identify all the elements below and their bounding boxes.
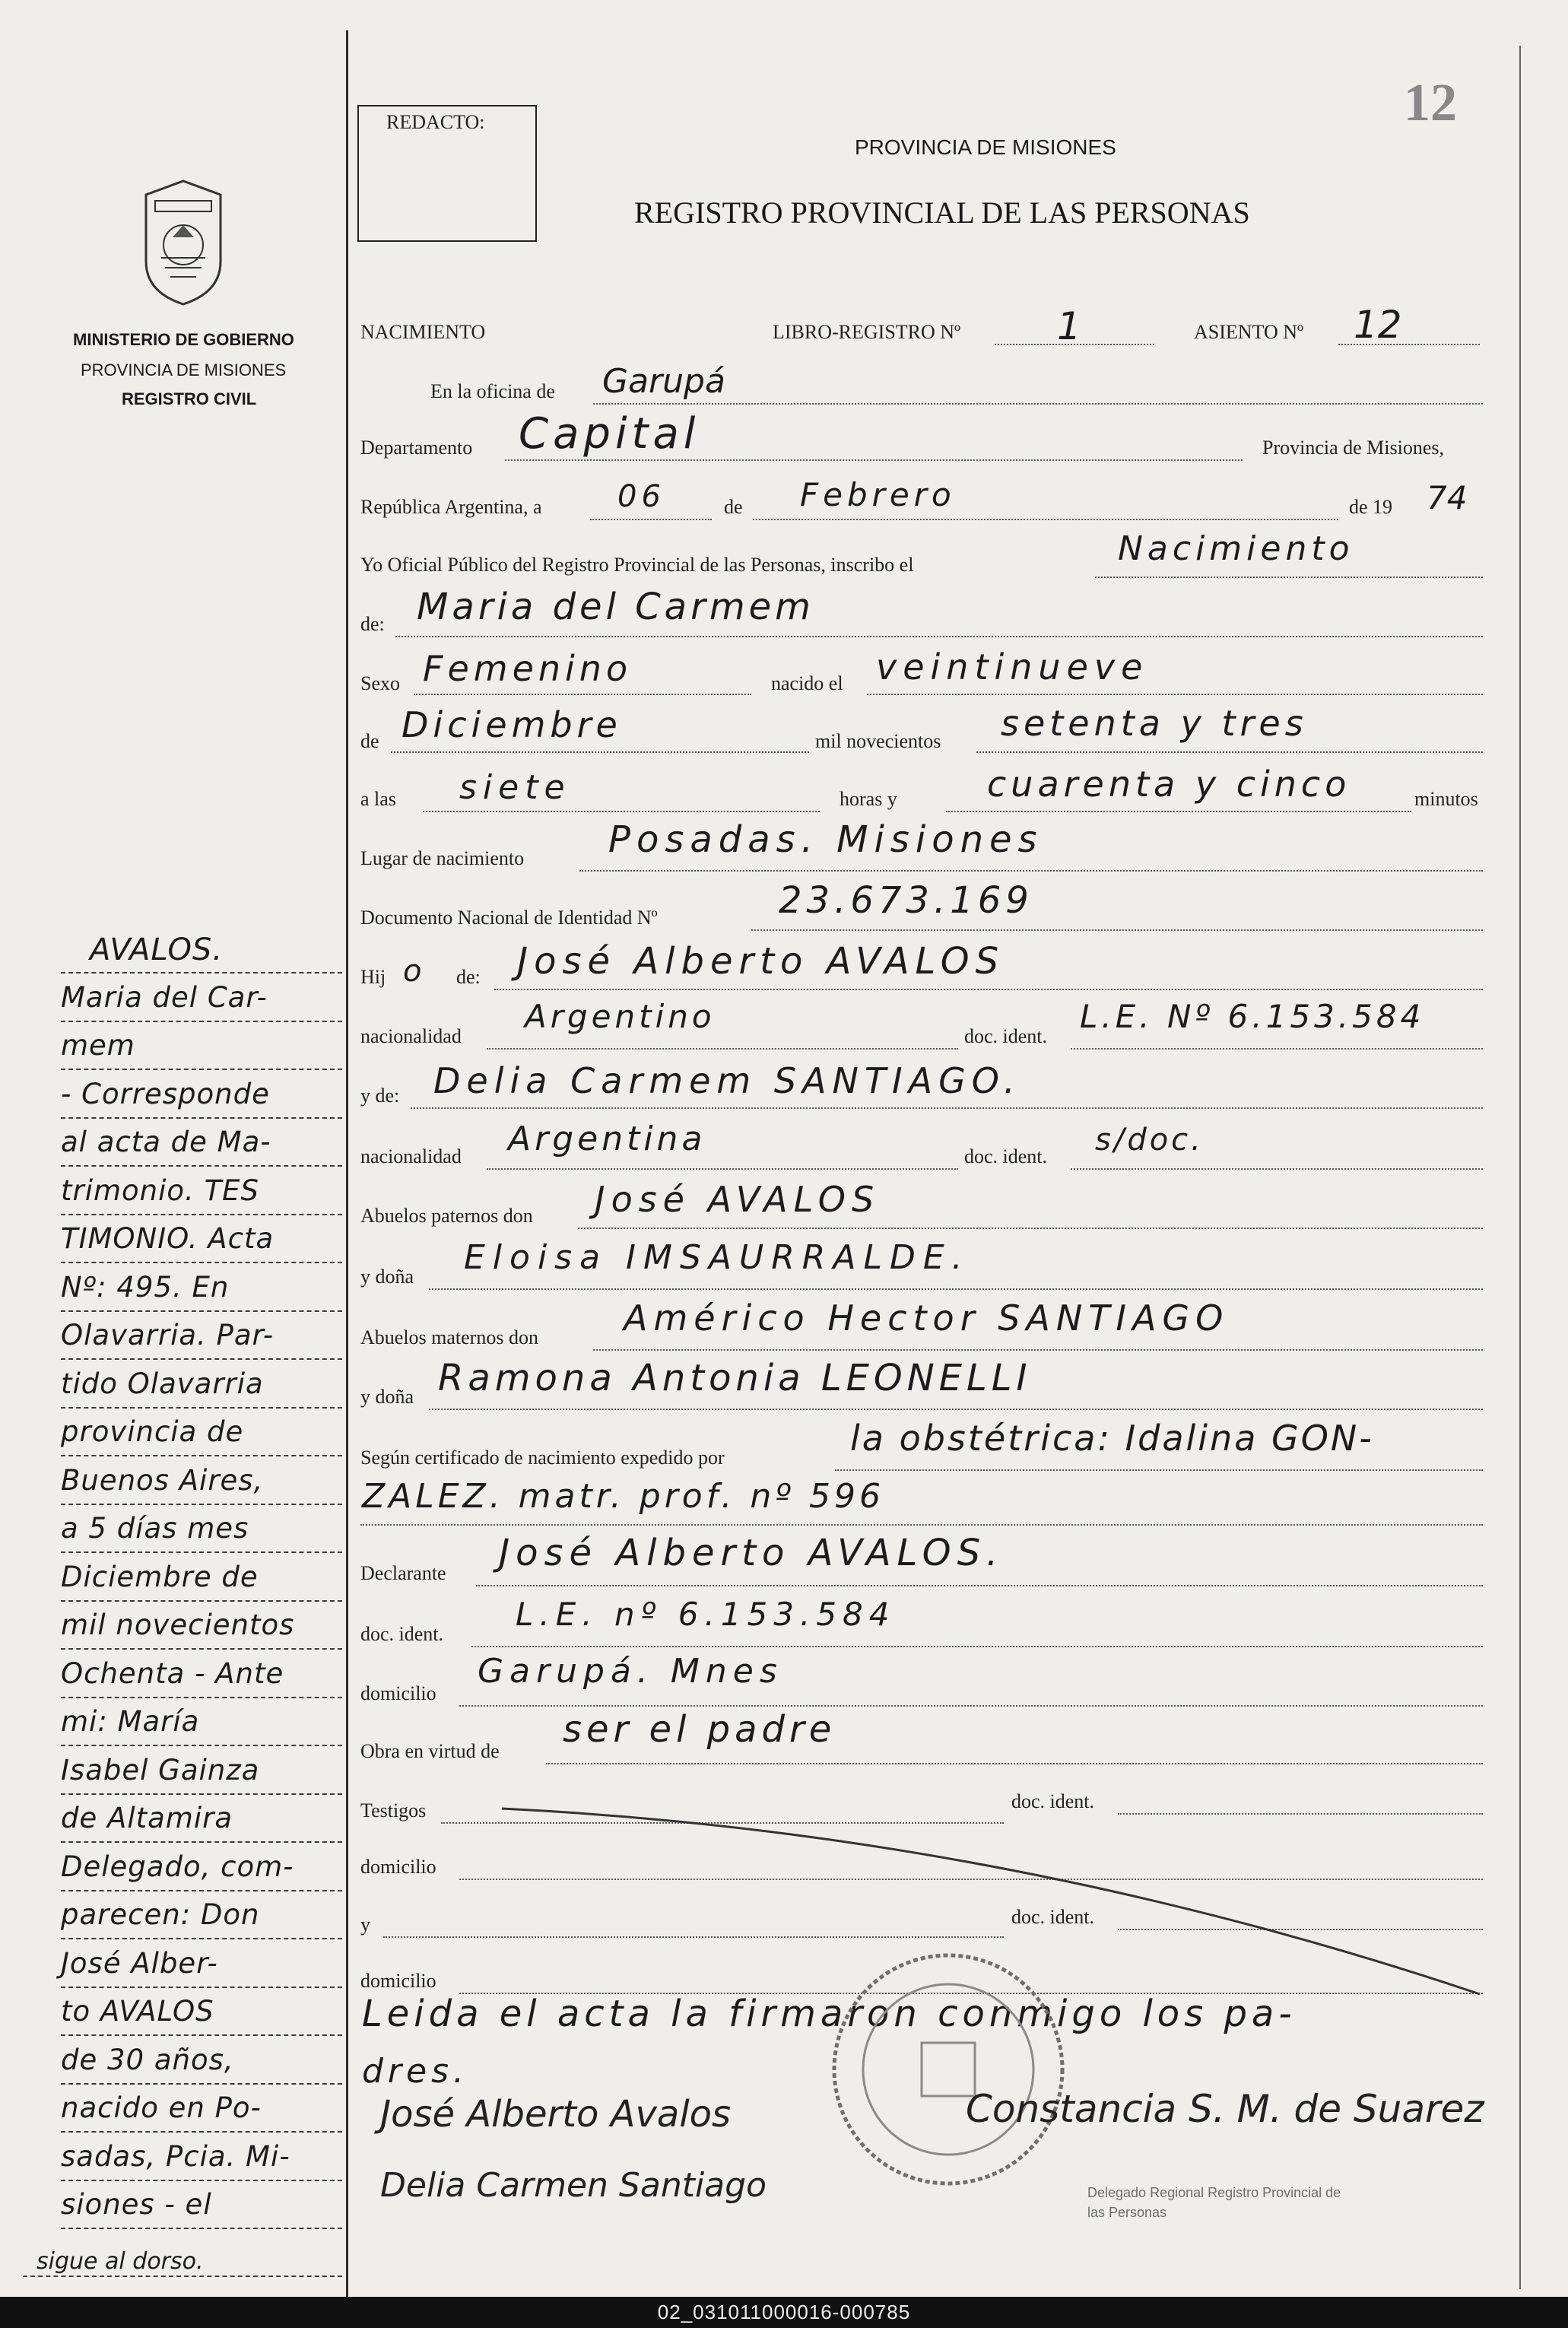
ab-mat-dona-label: y doña xyxy=(360,1386,414,1408)
signature-father: José Alberto Avalos xyxy=(380,2093,732,2136)
margin-note-line: Maria del Car- xyxy=(61,980,268,1014)
inscribo-value: Nacimiento xyxy=(1118,529,1354,568)
margin-note-line: parecen: Don xyxy=(61,1898,260,1931)
margin-note-line: - Corresponde xyxy=(61,1077,270,1110)
file-id-footer: 02_031011000016-000785 xyxy=(0,2297,1568,2328)
madre-nac-value: Argentina xyxy=(508,1120,706,1158)
ab-mat-don-value: Américo Hector SANTIAGO xyxy=(624,1297,1230,1339)
declarante-label: Declarante xyxy=(360,1562,446,1584)
certificado-value-2: ZALEZ. matr. prof. nº 596 xyxy=(362,1477,884,1516)
asiento-label: ASIENTO Nº xyxy=(1194,321,1304,343)
madre-value: Delia Carmem SANTIAGO. xyxy=(433,1060,1021,1101)
certificado-label: Según certificado de nacimiento expedido por xyxy=(360,1447,725,1469)
margin-note-line: a 5 días mes xyxy=(61,1512,249,1545)
minutos-label: minutos xyxy=(1414,788,1478,810)
margin-note-line: de Altamira xyxy=(61,1802,233,1834)
declarante-value: José Alberto AVALOS. xyxy=(499,1532,1005,1574)
horas-label: horas y xyxy=(840,788,897,810)
madre-doc-value: s/doc. xyxy=(1095,1123,1204,1158)
testigos-y-label: y xyxy=(360,1914,370,1936)
sexo-label: Sexo xyxy=(360,672,400,694)
mes-nac-value: Diciembre xyxy=(402,704,622,745)
margin-note-footer: sigue al dorso. xyxy=(37,2248,204,2275)
margin-note-line: sadas, Pcia. Mi- xyxy=(61,2139,290,2173)
left-margin-rule xyxy=(346,30,348,2297)
certificado-value-1: la obstétrica: Idalina GON- xyxy=(850,1418,1374,1459)
signature-mother: Delia Carmen Santiago xyxy=(380,2166,767,2205)
oficina-value: Garupá xyxy=(602,362,725,401)
ab-pat-dona-value: Eloisa IMSAURRALDE. xyxy=(464,1238,970,1277)
yde-label: y de: xyxy=(360,1085,400,1107)
hijo-label: Hij xyxy=(360,966,386,988)
testigos-docident-label-2: doc. ident. xyxy=(1011,1906,1095,1928)
stamp-text: Delegado Regional Registro Provincial de las Personas xyxy=(1087,2185,1341,2220)
domicilio-label: domicilio xyxy=(360,1682,436,1704)
registry-header: REGISTRO PROVINCIAL DE LAS PERSONAS xyxy=(634,195,1250,230)
sexo-value: Femenino xyxy=(423,648,633,689)
ab-pat-label: Abuelos paternos don xyxy=(360,1205,533,1227)
margin-note-line: nacido en Po- xyxy=(61,2091,262,2124)
lugar-label: Lugar de nacimiento xyxy=(360,847,525,869)
margin-note-line: Diciembre de xyxy=(61,1560,259,1593)
departamento-value: Capital xyxy=(519,409,700,459)
padre-nac-value: Argentino xyxy=(525,998,716,1035)
redacto-label: REDACTO: xyxy=(386,111,485,133)
declarante-docident-label: doc. ident. xyxy=(360,1623,444,1645)
dni-value: 23.673.169 xyxy=(779,879,1033,922)
coat-of-arms-icon xyxy=(138,178,228,311)
padre-value: José Alberto AVALOS xyxy=(517,940,1005,983)
republica-label: República Argentina, a xyxy=(360,496,542,518)
ministry-label: MINISTERIO DE GOBIERNO xyxy=(73,330,294,349)
margin-note-line: AVALOS. xyxy=(90,932,224,967)
margin-note-line: mem xyxy=(61,1029,135,1062)
testigos-domicilio-label: domicilio xyxy=(360,1856,436,1878)
domicilio-value: Garupá. Mnes xyxy=(478,1652,783,1691)
anio-nac-value: setenta y tres xyxy=(1001,703,1308,744)
province-header: PROVINCIA DE MISIONES xyxy=(855,135,1116,159)
margin-note-line: Buenos Aires, xyxy=(61,1463,264,1497)
name-value: Maria del Carmem xyxy=(417,586,814,628)
margin-note-line: de 30 años, xyxy=(61,2043,234,2076)
alas-label: a las xyxy=(360,788,396,810)
lugar-value: Posadas. Misiones xyxy=(608,818,1043,861)
margin-note-line: Nº: 495. En xyxy=(61,1270,230,1304)
padre-doc-value: L.E. Nº 6.153.584 xyxy=(1080,998,1425,1035)
provincia-suffix: Provincia de Misiones, xyxy=(1262,437,1445,459)
closing-line-2: dres. xyxy=(362,2052,468,2091)
year-value: 74 xyxy=(1427,479,1468,516)
margin-note-line: mi: María xyxy=(61,1705,200,1738)
hijo-de-label: de: xyxy=(456,966,481,988)
margin-note-line: Ochenta - Ante xyxy=(61,1656,284,1690)
year-prefix: de 19 xyxy=(1349,496,1393,518)
madre-docident-label: doc. ident. xyxy=(964,1145,1048,1167)
margin-note-line: siones - el xyxy=(61,2188,212,2221)
obra-label: Obra en virtud de xyxy=(360,1740,500,1762)
signature-official: Constancia S. M. de Suarez xyxy=(966,2087,1484,2131)
nacido-label: nacido el xyxy=(771,672,843,694)
madre-nac-label: nacionalidad xyxy=(360,1145,462,1167)
de-label: de xyxy=(724,496,743,518)
testigos-docident-label: doc. ident. xyxy=(1011,1790,1095,1812)
nacimiento-label: NACIMIENTO xyxy=(360,321,486,343)
oficina-label: En la oficina de xyxy=(430,380,555,402)
testigos-domicilio-label-2: domicilio xyxy=(360,1970,436,1992)
minutos-value: cuarenta y cinco xyxy=(987,764,1351,805)
libro-value: 1 xyxy=(1057,304,1081,348)
margin-note-line: Delegado, com- xyxy=(61,1850,294,1883)
libro-label: LIBRO-REGISTRO Nº xyxy=(773,321,961,343)
ab-mat-dona-value: Ramona Antonia LEONELLI xyxy=(438,1357,1032,1399)
day-value: 06 xyxy=(617,479,665,514)
margin-note-line: provincia de xyxy=(61,1415,244,1448)
mil-label: mil novecientos xyxy=(815,730,941,752)
ab-pat-dona-label: y doña xyxy=(360,1266,414,1288)
de2-label: de xyxy=(360,730,379,752)
ab-pat-don-value: José AVALOS xyxy=(595,1179,881,1220)
margin-note-line: José Alber- xyxy=(61,1946,218,1980)
official-stamp xyxy=(823,1944,1074,2199)
month-value: Febrero xyxy=(800,476,956,513)
closing-line-1: Leida el acta la firmaron conmigo los pa- xyxy=(362,1993,1297,2035)
padre-docident-label: doc. ident. xyxy=(964,1025,1048,1047)
margin-note-line: Olavarria. Par- xyxy=(61,1319,275,1351)
obra-value: ser el padre xyxy=(563,1708,836,1751)
civil-registry-label: REGISTRO CIVIL xyxy=(122,389,257,408)
padre-nac-label: nacionalidad xyxy=(360,1025,462,1047)
oficial-text: Yo Oficial Público del Registro Provincial de las Personas, inscribo el xyxy=(360,554,914,576)
page-number: 12 xyxy=(1404,74,1457,132)
margin-note-line: trimonio. TES xyxy=(61,1174,260,1207)
hijo-suffix: o xyxy=(403,954,422,989)
province-label: PROVINCIA DE MISIONES xyxy=(81,360,287,380)
testigos-label: Testigos xyxy=(360,1799,427,1821)
declarante-doc-value: L.E. nº 6.153.584 xyxy=(516,1596,896,1633)
de-name-label: de: xyxy=(360,613,385,635)
right-edge-rule xyxy=(1519,46,1521,2289)
asiento-value: 12 xyxy=(1354,303,1402,347)
horas-value: siete xyxy=(459,768,571,807)
margin-note-line: mil novecientos xyxy=(61,1609,295,1641)
nacido-value: veintinueve xyxy=(876,646,1149,688)
margin-note-line: Isabel Gainza xyxy=(61,1753,260,1786)
margin-note-line: to AVALOS xyxy=(61,1995,214,2028)
ab-mat-label: Abuelos maternos don xyxy=(360,1326,538,1348)
departamento-label: Departamento xyxy=(360,437,473,459)
dni-label: Documento Nacional de Identidad Nº xyxy=(360,907,658,929)
margin-note-line: tido Olavarria xyxy=(61,1367,264,1400)
margin-note-line: TIMONIO. Acta xyxy=(61,1222,275,1255)
margin-note-line: al acta de Ma- xyxy=(61,1126,271,1158)
